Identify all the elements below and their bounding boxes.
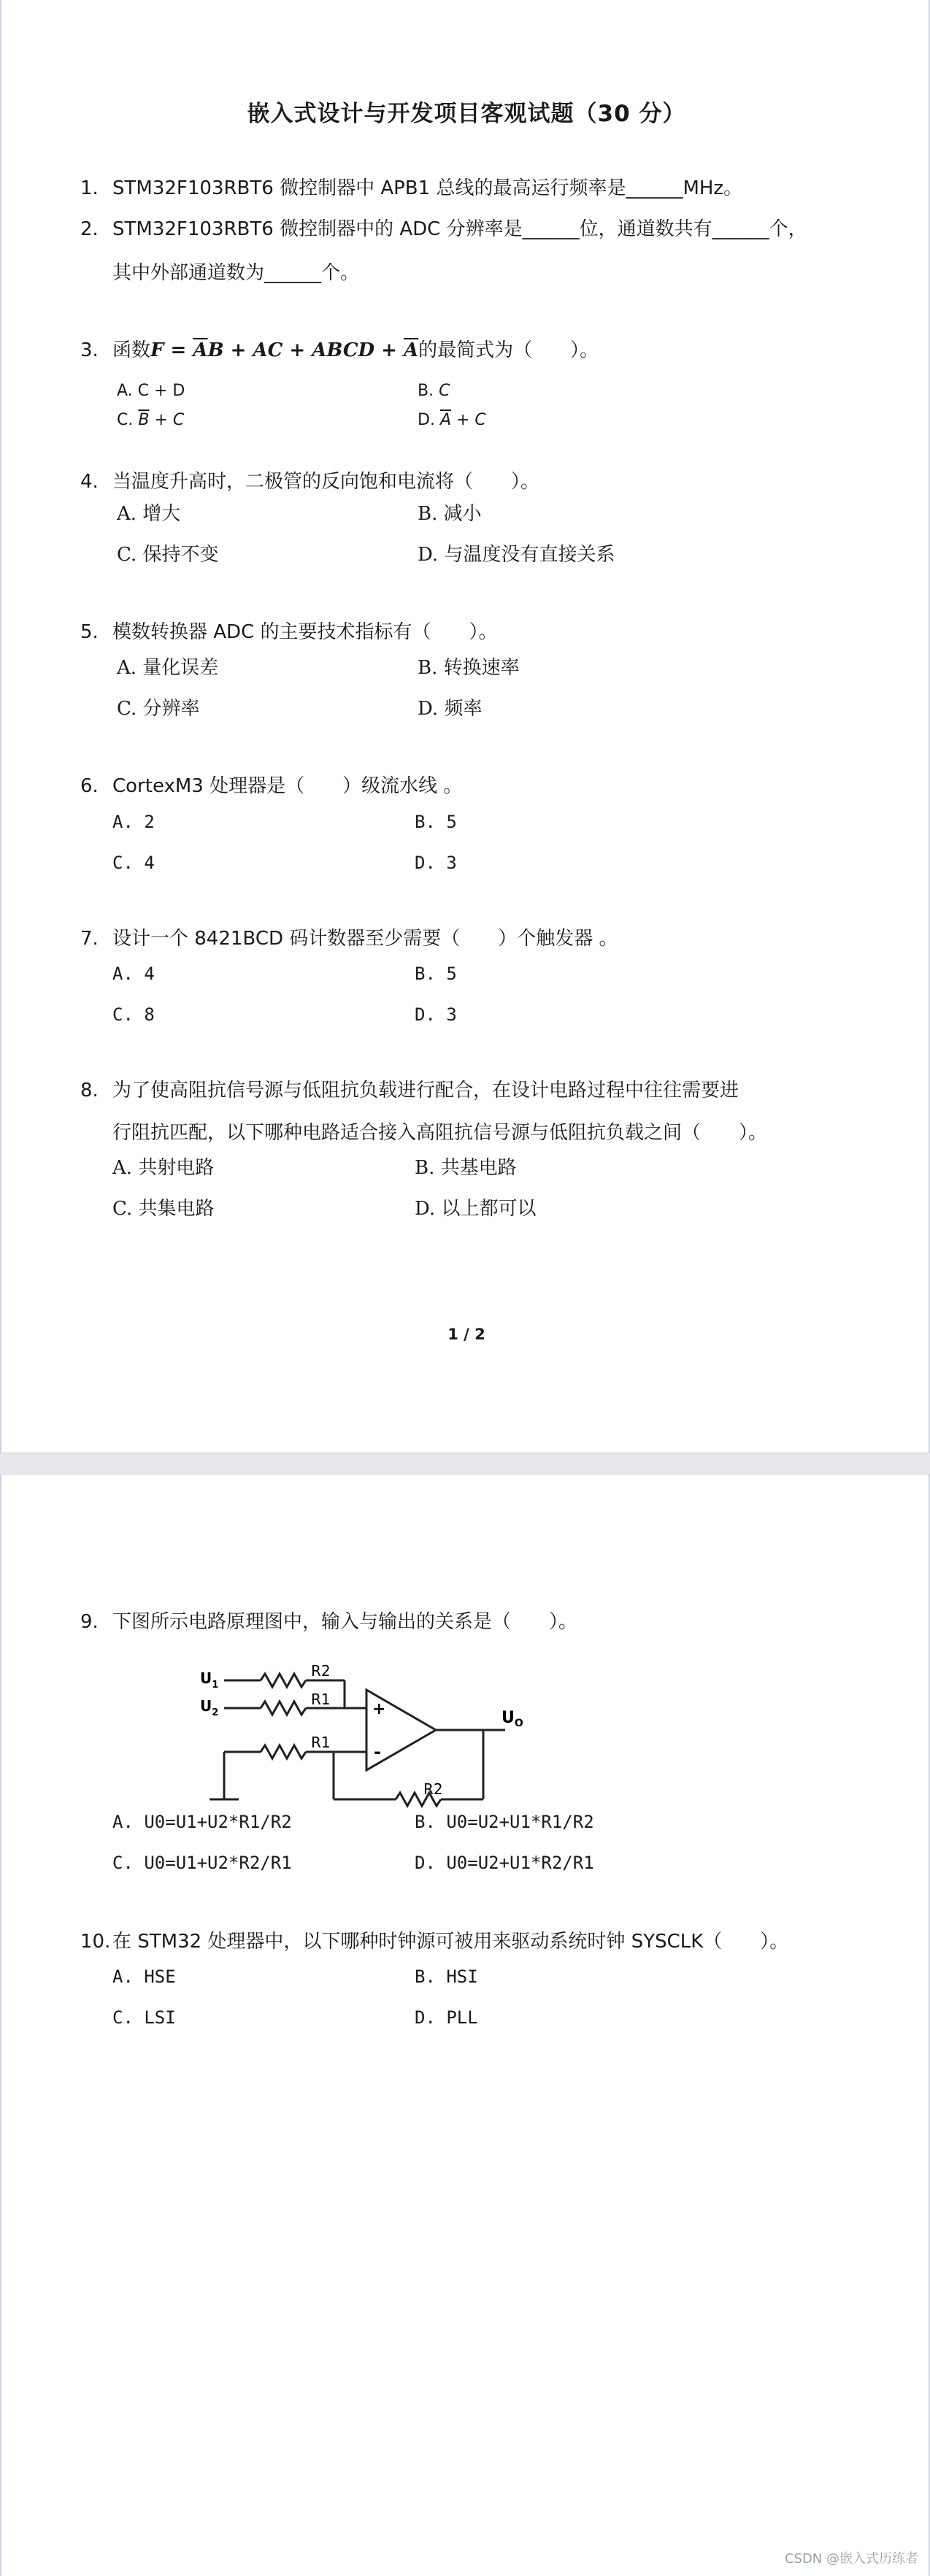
minus-sign: - bbox=[374, 1742, 381, 1762]
r1-label-b: R1 bbox=[311, 1734, 331, 1751]
question-number: 2. bbox=[80, 218, 99, 240]
question-7 bbox=[80, 924, 854, 953]
r2-top-label: R2 bbox=[311, 1662, 331, 1680]
question-6 bbox=[80, 772, 854, 801]
option-a: A. 4 bbox=[112, 964, 155, 984]
option-d: D. PLL bbox=[415, 2007, 478, 2028]
question-text-line-2: 行阻抗匹配，以下哪种电路适合接入高阻抗信号源与低阻抗负载之间（ ）。 bbox=[112, 1122, 768, 1144]
question-number: 10. bbox=[80, 1931, 111, 1953]
plus-sign: + bbox=[372, 1700, 386, 1718]
question-text: 当温度升高时，二极管的反向饱和电流将（ ）。 bbox=[112, 471, 540, 493]
question-prefix: 函数 bbox=[112, 339, 151, 361]
option-b: B. 5 bbox=[415, 964, 457, 984]
option-b: B. U0=U2+U1*R1/R2 bbox=[415, 1812, 594, 1832]
option-d: D. 与温度没有直接关系 bbox=[418, 544, 615, 566]
question-5 bbox=[80, 618, 854, 647]
question-text: STM32F103RBT6 微控制器中 APB1 总线的最高运行频率是______MHz。 bbox=[112, 177, 743, 199]
formula-b: B bbox=[207, 339, 224, 361]
option-c: C. LSI bbox=[112, 2007, 176, 2028]
option-a: A. 共射电路 bbox=[112, 1157, 215, 1179]
question-text: 设计一个 8421BCD 码计数器至少需要（ ）个触发器 。 bbox=[112, 928, 618, 950]
question-8 bbox=[80, 1076, 854, 1147]
question-3 bbox=[80, 336, 854, 365]
option-value: C bbox=[439, 382, 450, 400]
option-b bbox=[418, 377, 450, 406]
option-d: D. 频率 bbox=[418, 698, 483, 720]
option-label: D. bbox=[418, 411, 440, 429]
option-d: D. 以上都可以 bbox=[415, 1198, 537, 1220]
formula-f: F bbox=[150, 339, 164, 361]
option-bar-term: $\overline{B}$ bbox=[138, 411, 150, 429]
question-1 bbox=[80, 174, 854, 203]
u1-label: $U_1$ bbox=[200, 1669, 219, 1691]
question-text-line-1: STM32F103RBT6 微控制器中的 ADC 分辨率是______位，通道数共有______个， bbox=[112, 218, 807, 240]
exam-title: 嵌入式设计与开发项目客观试题（30 分） bbox=[247, 101, 686, 127]
option-rest: + C bbox=[451, 411, 486, 429]
option-d bbox=[418, 406, 486, 435]
resistor-r1-a bbox=[261, 1702, 306, 1715]
resistor-r2-top bbox=[261, 1674, 306, 1687]
option-label: B. bbox=[418, 382, 439, 400]
resistor-r1-b bbox=[261, 1745, 306, 1758]
option-rest: + C bbox=[149, 411, 185, 429]
watermark: CSDN @嵌入式历练者 bbox=[784, 2551, 918, 2567]
option-c: C. 分辨率 bbox=[117, 698, 200, 720]
option-bar-term: $\overline{A}$ bbox=[439, 411, 451, 429]
option-a: A. 增大 bbox=[117, 503, 181, 525]
r2-bottom-label: R2 bbox=[423, 1780, 443, 1798]
option-b: B. 转换速率 bbox=[418, 657, 520, 679]
r1-label-a: R1 bbox=[311, 1691, 331, 1708]
option-a: A. U0=U1+U2*R1/R2 bbox=[112, 1812, 292, 1832]
op-amp-circuit-diagram bbox=[191, 1650, 571, 1825]
option-c: C. 共集电路 bbox=[112, 1198, 215, 1220]
question-text: CortexM3 处理器是（ ）级流水线 。 bbox=[112, 775, 463, 797]
option-d: D. 3 bbox=[415, 1004, 457, 1025]
document-page-2 bbox=[0, 1475, 930, 2576]
option-d: D. U0=U2+U1*R2/R1 bbox=[415, 1853, 594, 1873]
option-a: A. 2 bbox=[112, 812, 155, 832]
page-number: 1 / 2 bbox=[447, 1326, 485, 1343]
question-text bbox=[112, 336, 854, 365]
u2-label: $U_2$ bbox=[200, 1697, 219, 1718]
option-c: C. U0=U1+U2*R2/R1 bbox=[112, 1853, 292, 1873]
option-a: A. C + D bbox=[117, 382, 185, 400]
question-number: 9. bbox=[80, 1611, 99, 1633]
question-text: 模数转换器 ADC 的主要技术指标有（ ）。 bbox=[112, 621, 498, 643]
option-b: B. 5 bbox=[415, 812, 457, 832]
question-number: 1. bbox=[80, 177, 99, 199]
question-text: 在 STM32 处理器中，以下哪种时钟源可被用来驱动系统时钟 SYSCLK（ ）。 bbox=[112, 1931, 789, 1953]
boolean-formula bbox=[150, 339, 418, 361]
question-4 bbox=[80, 467, 854, 496]
formula-terms: + AC + ABCD + bbox=[223, 339, 404, 361]
option-c: C. 4 bbox=[112, 853, 155, 873]
question-number: 6. bbox=[80, 775, 99, 797]
question-10 bbox=[80, 1927, 854, 1956]
question-text-line-1: 为了使高阻抗信号源与低阻抗负载进行配合，在设计电路过程中往往需要进 bbox=[112, 1080, 739, 1101]
question-text: 下图所示电路原理图中，输入与输出的关系是（ ）。 bbox=[112, 1611, 578, 1633]
option-c bbox=[117, 406, 184, 435]
uo-label: $U_O$ bbox=[501, 1709, 523, 1729]
option-label: C. bbox=[117, 411, 139, 429]
question-9 bbox=[80, 1607, 854, 1637]
formula-a-bar: $\overline{A}$ bbox=[193, 339, 208, 361]
formula-a-bar-2: $\overline{A}$ bbox=[403, 339, 419, 361]
option-c: C. 8 bbox=[112, 1004, 155, 1025]
question-number: 3. bbox=[80, 339, 99, 361]
formula-eq: = bbox=[164, 339, 193, 361]
question-number: 7. bbox=[80, 928, 99, 950]
option-c: C. 保持不变 bbox=[117, 544, 219, 566]
question-number: 8. bbox=[80, 1080, 99, 1101]
question-suffix: 的最简式为（ ）。 bbox=[418, 339, 599, 361]
option-a: A. HSE bbox=[112, 1966, 176, 1987]
option-a: A. 量化误差 bbox=[117, 657, 219, 679]
option-b: B. 共基电路 bbox=[415, 1157, 517, 1179]
question-number: 5. bbox=[80, 621, 99, 643]
question-number: 4. bbox=[80, 471, 99, 493]
option-b: B. HSI bbox=[415, 1966, 478, 1987]
question-text-line-2: 其中外部通道数为______个。 bbox=[112, 262, 360, 284]
page-separator bbox=[0, 1453, 930, 1475]
option-b: B. 减小 bbox=[418, 503, 482, 525]
question-2 bbox=[80, 215, 854, 288]
option-d: D. 3 bbox=[415, 853, 457, 873]
